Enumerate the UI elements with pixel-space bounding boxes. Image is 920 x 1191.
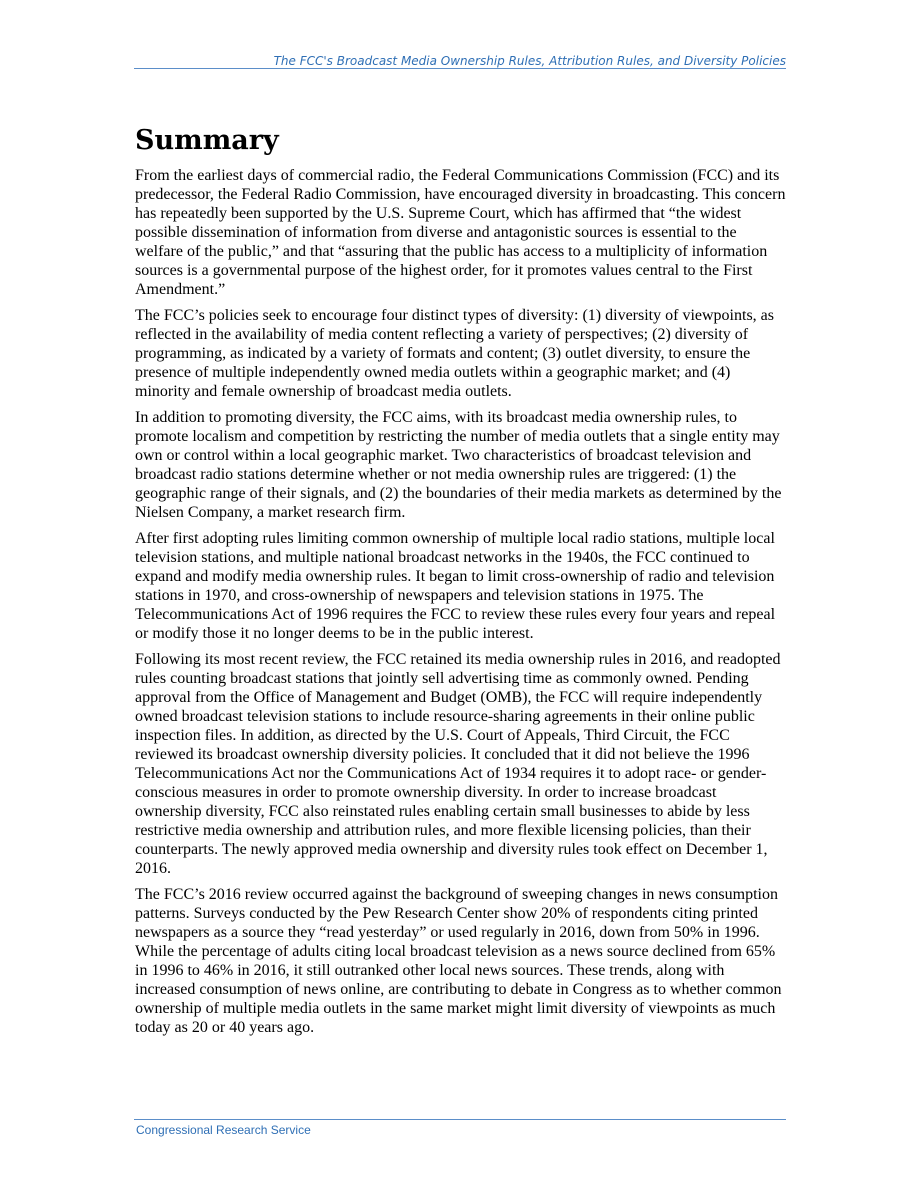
footer-publisher: Congressional Research Service [136, 1123, 311, 1137]
header-divider [134, 68, 786, 69]
summary-section [135, 122, 787, 1044]
section-heading: Summary [135, 125, 279, 156]
paragraph-rule-history: After first adopting rules limiting common ownership of multiple local radio stations, multiple local television stations, and multiple national broadcast networks in the 1940s, the FCC continued to expand and modify media ownership rules. It began to limit cross-ownership of radio and television stations in 1970, and cross-ownership of newspapers and television stations in 1975. The Telecommunications Act of 1996 requires the FCC to review these rules every four years and repeal or modify those it no longer deems to be in the public interest. [135, 530, 776, 642]
paragraph-news-consumption: The FCC’s 2016 review occurred against the background of sweeping changes in news consumption patterns. Surveys conducted by the Pew Research Center show 20% of respondents citing printed newspapers as a source they “read yesterday” or used regularly in 2016, down from 50% in 1996. While the percentage of adults citing local broadcast television as a news source declined from 65% in 1996 to 46% in 2016, it still outranked other local news sources. These trends, along with increased consumption of news online, are contributing to debate in Congress as to whether common ownership of multiple media outlets in the same market might limit diversity of viewpoints as much today as 20 or 40 years ago. [135, 886, 782, 1036]
running-header-title: The FCC's Broadcast Media Ownership Rules, Attribution Rules, and Diversity Policies [273, 54, 786, 68]
paragraph-localism-competition: In addition to promoting diversity, the FCC aims, with its broadcast media ownership rules, to promote localism and competition by restricting the number of media outlets that a single entity may own or control within a local geographic market. Two characteristics of broadcast television and broadcast radio stations determine whether or not media ownership rules are triggered: (1) the geographic range of their signals, and (2) the boundaries of their media markets as determined by the Nielsen Company, a market research firm. [135, 409, 782, 521]
paragraph-diversity-types: The FCC’s policies seek to encourage four distinct types of diversity: (1) diversity of viewpoints, as reflected in the availability of media content reflecting a variety of perspectives; (2) diversity of programming, as indicated by a variety of formats and content; (3) outlet diversity, to ensure the presence of multiple independently owned media outlets within a geographic market; and (4) minority and female ownership of broadcast media outlets. [135, 307, 774, 400]
paragraph-diversity-history: From the earliest days of commercial radio, the Federal Communications Commission (FCC) and its predecessor, the Federal Radio Commission, have encouraged diversity in broadcasting. This concern has repeatedly been supported by the U.S. Supreme Court, which has affirmed that “the widest possible dissemination of information from diverse and antagonistic sources is essential to the welfare of the public,” and that “assuring that the public has access to a multiplicity of information sources is a governmental purpose of the highest order, for it promotes values central to the First Amendment.” [135, 167, 786, 298]
paragraph-2016-review: Following its most recent review, the FCC retained its media ownership rules in 2016, and readopted rules counting broadcast stations that jointly sell advertising time as commonly owned. Pending approval from the Office of Management and Budget (OMB), the FCC will require independently owned broadcast television stations to include resource-sharing agreements in their online public inspection files. In addition, as directed by the U.S. Court of Appeals, Third Circuit, the FCC reviewed its broadcast ownership diversity policies. It concluded that it did not believe the 1996 Telecommunications Act nor the Communications Act of 1934 requires it to adopt race- or gender-conscious measures in order to promote ownership diversity. In order to increase broadcast ownership diversity, FCC also reinstated rules enabling certain small businesses to abide by less restrictive media ownership and attribution rules, and more flexible licensing policies, than their counterparts. The newly approved media ownership and diversity rules took effect on December 1, 2016. [135, 651, 781, 877]
footer-divider [134, 1119, 786, 1120]
